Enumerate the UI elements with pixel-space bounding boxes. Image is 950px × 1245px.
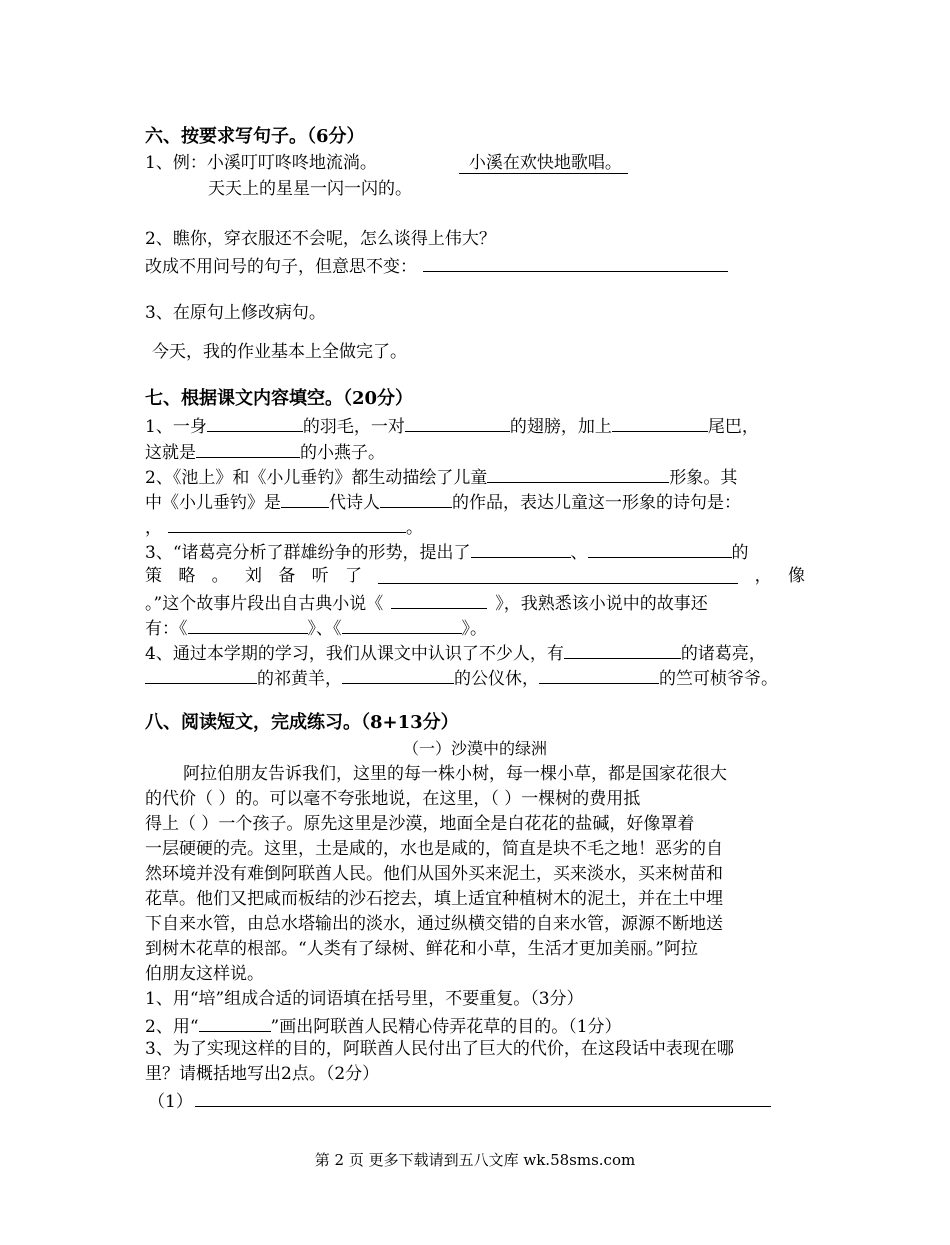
answer-blank[interactable] bbox=[539, 665, 659, 684]
s7-q2-line3: ， 。 bbox=[145, 514, 423, 539]
answer-blank[interactable] bbox=[188, 615, 308, 634]
s8-q3-line1: 3、为了实现这样的目的，阿联酋人民付出了巨大的代价，在这段话中表现在哪 bbox=[145, 1039, 734, 1059]
s7-q3-line1: 3、“诸葛亮分析了群雄纷争的形势，提出了 、 的 bbox=[145, 539, 749, 564]
page-footer: 第 2 页 更多下载请到五八文库 wk.58sms.com bbox=[314, 1151, 636, 1169]
s7-q3-line2: 策 略 。 刘 备 听 了 ， 像 bbox=[145, 566, 805, 586]
answer-blank[interactable] bbox=[196, 439, 300, 458]
s6-q2-line1: 2、瞧你，穿衣服还不会呢，怎么谈得上伟大？ bbox=[145, 229, 496, 249]
answer-blank[interactable] bbox=[405, 413, 510, 432]
s7-q2-line2: 中《小儿垂钓》是 代诗人 的作品，表达儿童这一形象的诗句是： bbox=[145, 489, 741, 514]
section8-heading: 八、阅读短文，完成练习。（8+13分） bbox=[145, 712, 459, 733]
answer-blank[interactable] bbox=[391, 590, 487, 609]
s6-q1-sentence: 天天上的星星一闪一闪的。 bbox=[208, 179, 412, 199]
passage-line: 的代价（ ）的。可以毫不夸张地说，在这里，（ ）一棵树的费用抵 bbox=[145, 789, 641, 809]
s8-q3-line2: 里？请概括地写出2点。（2分） bbox=[145, 1064, 380, 1084]
answer-blank[interactable] bbox=[471, 539, 571, 558]
answer-blank[interactable] bbox=[378, 565, 738, 584]
section6-heading: 六、按要求写句子。（6分） bbox=[145, 126, 365, 147]
s8-q1: 1、用“培”组成合适的词语填在括号里，不要重复。（3分） bbox=[145, 989, 584, 1009]
answer-blank[interactable] bbox=[342, 615, 462, 634]
passage-line: 阿拉伯朋友告诉我们，这里的每一株小树，每一棵小草，都是国家花很大 bbox=[183, 764, 727, 784]
underline-sample bbox=[199, 1013, 271, 1032]
section7-heading: 七、根据课文内容填空。（20分） bbox=[145, 388, 414, 409]
answer-blank[interactable] bbox=[380, 489, 452, 508]
answer-blank[interactable] bbox=[588, 539, 732, 558]
s7-q1-line1: 1、一身 的羽毛，一对 的翅膀，加上 尾巴， bbox=[145, 413, 759, 438]
s8-q3-line3: （1） bbox=[148, 1088, 771, 1113]
answer-blank[interactable] bbox=[145, 665, 257, 684]
answer-blank[interactable] bbox=[207, 413, 303, 432]
s7-q1-line2: 这就是 的小燕子。 bbox=[145, 439, 385, 464]
s7-q3-line3: 。”这个故事片段出自古典小说《 》，我熟悉该小说中的故事还 bbox=[145, 590, 708, 615]
passage-line: 然环境并没有难倒阿联酋人民。他们从国外买来泥土，买来淡水，买来树苗和 bbox=[145, 864, 723, 884]
passage-line: 下自来水管，由总水塔输出的淡水，通过纵横交错的自来水管，源源不断地送 bbox=[145, 914, 723, 934]
s7-q3-line4: 有：《 》、《 》。 bbox=[145, 615, 487, 640]
answer-blank[interactable] bbox=[564, 640, 681, 659]
s8-q2: 2、用“ ”画出阿联酋人民精心侍弄花草的目的。（1分） bbox=[145, 1013, 622, 1038]
answer-blank[interactable] bbox=[342, 665, 454, 684]
example-answer: 小溪在欢快地歌唱。 bbox=[459, 153, 628, 174]
passage-line: 得上（ ）一个孩子。原先这里是沙漠，地面全是白花花的盐碱，好像罩着 bbox=[145, 814, 695, 834]
passage-line: 伯朋友这样说。 bbox=[145, 964, 264, 984]
passage-line: 到树木花草的根部。“人类有了绿树、鲜花和小草，生活才更加美丽。”阿拉 bbox=[145, 939, 698, 959]
s6-q1: 1、例：小溪叮叮咚咚地流淌。 小溪在欢快地歌唱。 bbox=[145, 152, 628, 174]
passage-line: 一层硬硬的壳。这里，土是咸的，水也是咸的，简直是块不毛之地！恶劣的自 bbox=[145, 839, 723, 859]
s7-q4-line1: 4、通过本学期的学习，我们从课文中认识了不少人，有 的诸葛亮， bbox=[145, 640, 766, 665]
s6-q3-line2: 今天，我的作业基本上全做完了。 bbox=[152, 342, 407, 362]
passage-title: （一）沙漠中的绿洲 bbox=[402, 739, 547, 758]
passage-line: 花草。他们又把咸而板结的沙石挖去，填上适宜种植树木的泥土，并在土中埋 bbox=[145, 889, 723, 909]
answer-blank[interactable] bbox=[195, 1088, 771, 1107]
answer-blank[interactable] bbox=[423, 253, 728, 272]
answer-blank[interactable] bbox=[281, 489, 329, 508]
s6-q3-line1: 3、在原句上修改病句。 bbox=[145, 303, 326, 323]
s7-q4-line2: 的祁黄羊， 的公仪休， 的竺可桢爷爷。 bbox=[145, 665, 778, 690]
answer-blank[interactable] bbox=[487, 464, 669, 483]
s7-q2-line1: 2、《池上》和《小儿垂钓》都生动描绘了儿童 形象。其 bbox=[145, 464, 737, 489]
s6-q2-line2: 改成不用问号的句子，但意思不变： bbox=[145, 253, 728, 278]
answer-blank[interactable] bbox=[612, 413, 708, 432]
answer-blank[interactable] bbox=[168, 514, 406, 533]
